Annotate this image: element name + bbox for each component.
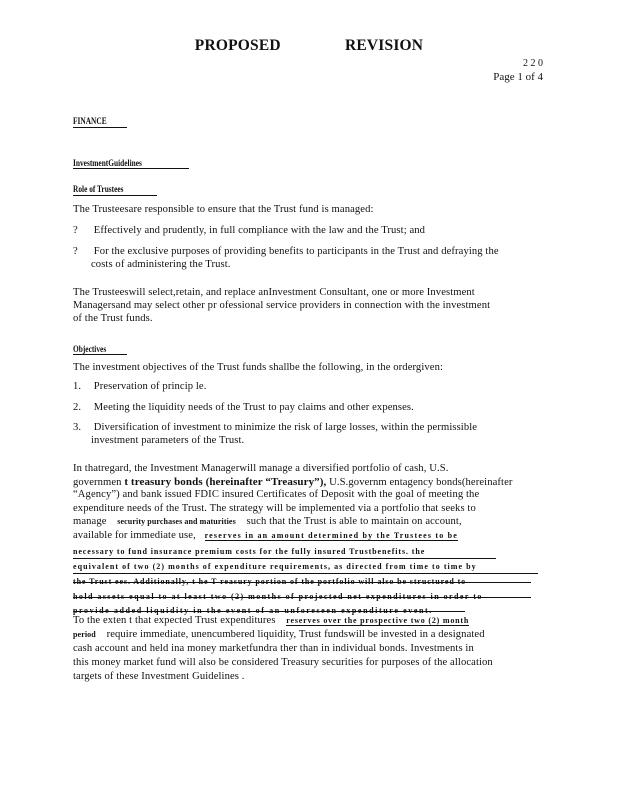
para-line-6	[73, 530, 458, 541]
role-bullet-2-text-a: For the exclusive purposes of providing benefits to participants in the Trust and defraying the	[93, 246, 499, 257]
para-line-2-a: governmen	[73, 477, 122, 488]
heading-investment-guidelines-underline	[73, 168, 189, 169]
para-line-9-deleted: the Trust ees. Additionally, t he T reasury portion of the portfolio will also be structured to	[73, 577, 467, 586]
para-line-14: cash account and held ina money marketfundra ther than in individual bonds. Investments in	[73, 643, 474, 654]
objective-item-1	[73, 381, 206, 392]
role-para-line-1: The Trusteeswill select,retain, and replace anInvestment Consultant, one or more Investment	[73, 287, 475, 298]
bullet-marker: ?	[73, 246, 78, 257]
role-bullet-2	[73, 246, 499, 257]
role-para-line-3: of the Trust funds.	[73, 313, 153, 324]
para-line-13-b: require immediate, unencumbered liquidity, Trust fundswill be invested in a designated	[106, 629, 485, 640]
document-title	[0, 37, 618, 55]
heading-objectives-underline	[73, 354, 127, 355]
strike-line	[73, 597, 531, 598]
document-number: 2 2 0	[523, 58, 543, 69]
objective-item-3	[73, 422, 477, 433]
objective-text: Preservation of princip le.	[93, 381, 207, 392]
para-line-2-c: U.S.governm entagency bonds(hereinafter	[329, 477, 513, 488]
para-line-1: In thatregard, the Investment Managerwill manage a diversified portfolio of cash, U.S.	[73, 463, 449, 474]
strike-line	[73, 573, 538, 574]
role-bullet-1-text: Effectively and prudently, in full compliance with the law and the Trust; and	[93, 225, 426, 236]
heading-finance: FINANCE	[73, 116, 107, 126]
role-bullet-1	[73, 225, 425, 236]
heading-objectives: Objectives	[73, 344, 107, 354]
para-line-8-deleted: equivalent of two (2) months of expenditure requirements, as directed from time to time by	[73, 562, 477, 571]
objective-text: Meeting the liquidity needs of the Trust to pay claims and other expenses.	[93, 402, 414, 413]
para-line-5-a: manage	[73, 516, 107, 527]
para-line-5	[73, 516, 462, 527]
para-line-2-b: t treasury bonds (hereinafter “Treasury”),	[124, 476, 327, 488]
para-line-2	[73, 476, 513, 488]
para-line-12-inserted: reserves over the prospective two (2) month	[286, 616, 470, 625]
strike-line	[73, 611, 465, 612]
para-line-11-deleted: provide added liquidity in the event of an unforeseen expenditure event.	[73, 606, 433, 615]
para-line-5-c: such that the Trust is able to maintain on account,	[246, 516, 462, 527]
heading-finance-underline	[73, 127, 127, 128]
para-line-13	[73, 629, 485, 640]
para-line-10-deleted: hold assets equal to at least two (2) months of projected net expenditures in order to	[73, 592, 483, 601]
para-line-13-inserted: period	[73, 630, 96, 639]
para-line-15: this money market fund will also be considered Treasury securities for purposes of the allocation	[73, 657, 493, 668]
para-line-3: “Agency”) and bank issued FDIC insured Certificates of Deposit with the goal of meeting the	[73, 489, 480, 500]
para-line-12	[73, 615, 469, 626]
bullet-marker: ?	[73, 225, 78, 236]
para-line-16: targets of these Investment Guidelines .	[73, 671, 245, 682]
para-line-12-a: To the exten t that expected Trust expenditures	[73, 615, 276, 626]
objectives-intro: The investment objectives of the Trust funds shallbe the following, in the ordergiven:	[73, 362, 444, 373]
role-intro: The Trusteesare responsible to ensure that the Trust fund is managed:	[73, 204, 374, 215]
strike-line	[73, 582, 531, 583]
role-bullet-2-text-b: costs of administering the Trust.	[91, 259, 231, 270]
objective-item-3-cont: investment parameters of the Trust.	[91, 435, 245, 446]
para-line-6-inserted: reserves in an amount determined by the Trustees to be	[204, 531, 459, 540]
title-word-revision: REVISION	[344, 37, 424, 54]
objective-number: 2.	[73, 402, 82, 413]
title-word-proposed: PROPOSED	[194, 37, 281, 54]
role-para-line-2: Managersand may select other pr ofessional service providers in connection with the investment	[73, 300, 491, 311]
para-line-7-deleted: necessary to fund insurance premium costs for the fully insured Trustbenefits. the	[73, 547, 426, 556]
objective-number: 1.	[73, 381, 82, 392]
heading-investment-guidelines: InvestmentGuidelines	[73, 158, 142, 168]
objective-item-2	[73, 402, 414, 413]
page-indicator: Page 1 of 4	[493, 71, 543, 83]
para-line-4: expenditure needs of the Trust. The strategy will be implemented via a portfolio that seeks to	[73, 503, 476, 514]
objective-text: Diversification of investment to minimize the risk of large losses, within the permissible	[93, 422, 478, 433]
para-line-5-inserted: security purchases and maturities	[117, 517, 236, 526]
heading-role-of-trustees: Role of Trustees	[73, 184, 124, 194]
strike-line	[73, 558, 496, 559]
objective-number: 3.	[73, 422, 82, 433]
para-line-6-a: available for immediate use,	[73, 530, 196, 541]
heading-role-underline	[73, 195, 157, 196]
